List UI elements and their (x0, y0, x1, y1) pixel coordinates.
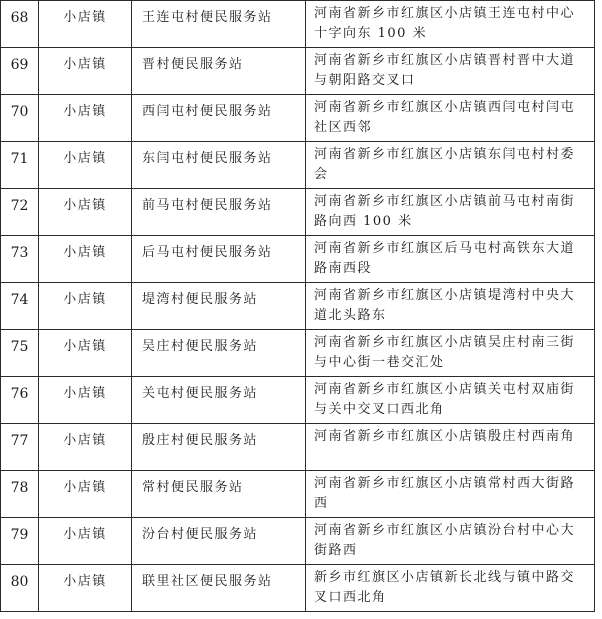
table-row (1, 95, 595, 142)
town-cell: 小店镇 (39, 377, 132, 424)
row-number: 72 (1, 189, 39, 236)
table-row (1, 236, 595, 283)
address-cell: 新乡市红旗区小店镇新长北线与镇中路交叉口西北角 (306, 565, 595, 612)
station-name-cell: 后马屯村便民服务站 (132, 236, 306, 283)
town-cell: 小店镇 (39, 95, 132, 142)
address-cell: 河南省新乡市红旗区小店镇西闫屯村闫屯社区西邻 (306, 95, 595, 142)
row-number: 79 (1, 518, 39, 565)
town-cell: 小店镇 (39, 518, 132, 565)
address-cell: 河南省新乡市红旗区小店镇汾台村中心大街路西 (306, 518, 595, 565)
address-cell: 河南省新乡市红旗区小店镇堤湾村中央大道北头路东 (306, 283, 595, 330)
address-cell: 河南省新乡市红旗区小店镇吴庄村南三街与中心街一巷交汇处 (306, 330, 595, 377)
table-row (1, 471, 595, 518)
station-name-cell: 西闫屯村便民服务站 (132, 95, 306, 142)
row-number: 68 (1, 1, 39, 48)
row-number: 77 (1, 424, 39, 471)
station-name-cell: 常村便民服务站 (132, 471, 306, 518)
table-row (1, 48, 595, 95)
row-number: 71 (1, 142, 39, 189)
table-row (1, 330, 595, 377)
station-name-cell: 联里社区便民服务站 (132, 565, 306, 612)
address-cell: 河南省新乡市红旗区小店镇关屯村双庙街与关中交叉口西北角 (306, 377, 595, 424)
address-cell: 河南省新乡市红旗区小店镇殷庄村西南角 (306, 424, 595, 471)
table-row (1, 518, 595, 565)
table-row (1, 142, 595, 189)
row-number: 70 (1, 95, 39, 142)
row-number: 76 (1, 377, 39, 424)
town-cell: 小店镇 (39, 1, 132, 48)
station-name-cell: 汾台村便民服务站 (132, 518, 306, 565)
table-body (1, 1, 595, 612)
address-cell: 河南省新乡市红旗区小店镇常村西大街路西 (306, 471, 595, 518)
row-number: 69 (1, 48, 39, 95)
station-name-cell: 堤湾村便民服务站 (132, 283, 306, 330)
address-cell: 河南省新乡市红旗区小店镇王连屯村中心十字向东 100 米 (306, 1, 595, 48)
town-cell: 小店镇 (39, 471, 132, 518)
town-cell: 小店镇 (39, 424, 132, 471)
table-row (1, 377, 595, 424)
address-cell: 河南省新乡市红旗区小店镇东闫屯村村委会 (306, 142, 595, 189)
row-number: 74 (1, 283, 39, 330)
address-cell: 河南省新乡市红旗区小店镇前马屯村南街路向西 100 米 (306, 189, 595, 236)
town-cell: 小店镇 (39, 565, 132, 612)
table-row (1, 283, 595, 330)
station-name-cell: 前马屯村便民服务站 (132, 189, 306, 236)
station-name-cell: 晋村便民服务站 (132, 48, 306, 95)
station-name-cell: 关屯村便民服务站 (132, 377, 306, 424)
row-number: 75 (1, 330, 39, 377)
row-number: 78 (1, 471, 39, 518)
town-cell: 小店镇 (39, 142, 132, 189)
address-cell: 河南省新乡市红旗区小店镇晋村晋中大道与朝阳路交叉口 (306, 48, 595, 95)
table-row (1, 424, 595, 471)
town-cell: 小店镇 (39, 236, 132, 283)
station-name-cell: 东闫屯村便民服务站 (132, 142, 306, 189)
address-cell: 河南省新乡市红旗区后马屯村高铁东大道路南西段 (306, 236, 595, 283)
town-cell: 小店镇 (39, 330, 132, 377)
station-name-cell: 吴庄村便民服务站 (132, 330, 306, 377)
table-row (1, 189, 595, 236)
row-number: 80 (1, 565, 39, 612)
table-row (1, 1, 595, 48)
station-name-cell: 王连屯村便民服务站 (132, 1, 306, 48)
table-row (1, 565, 595, 612)
town-cell: 小店镇 (39, 283, 132, 330)
town-cell: 小店镇 (39, 189, 132, 236)
row-number: 73 (1, 236, 39, 283)
town-cell: 小店镇 (39, 48, 132, 95)
station-name-cell: 殷庄村便民服务站 (132, 424, 306, 471)
